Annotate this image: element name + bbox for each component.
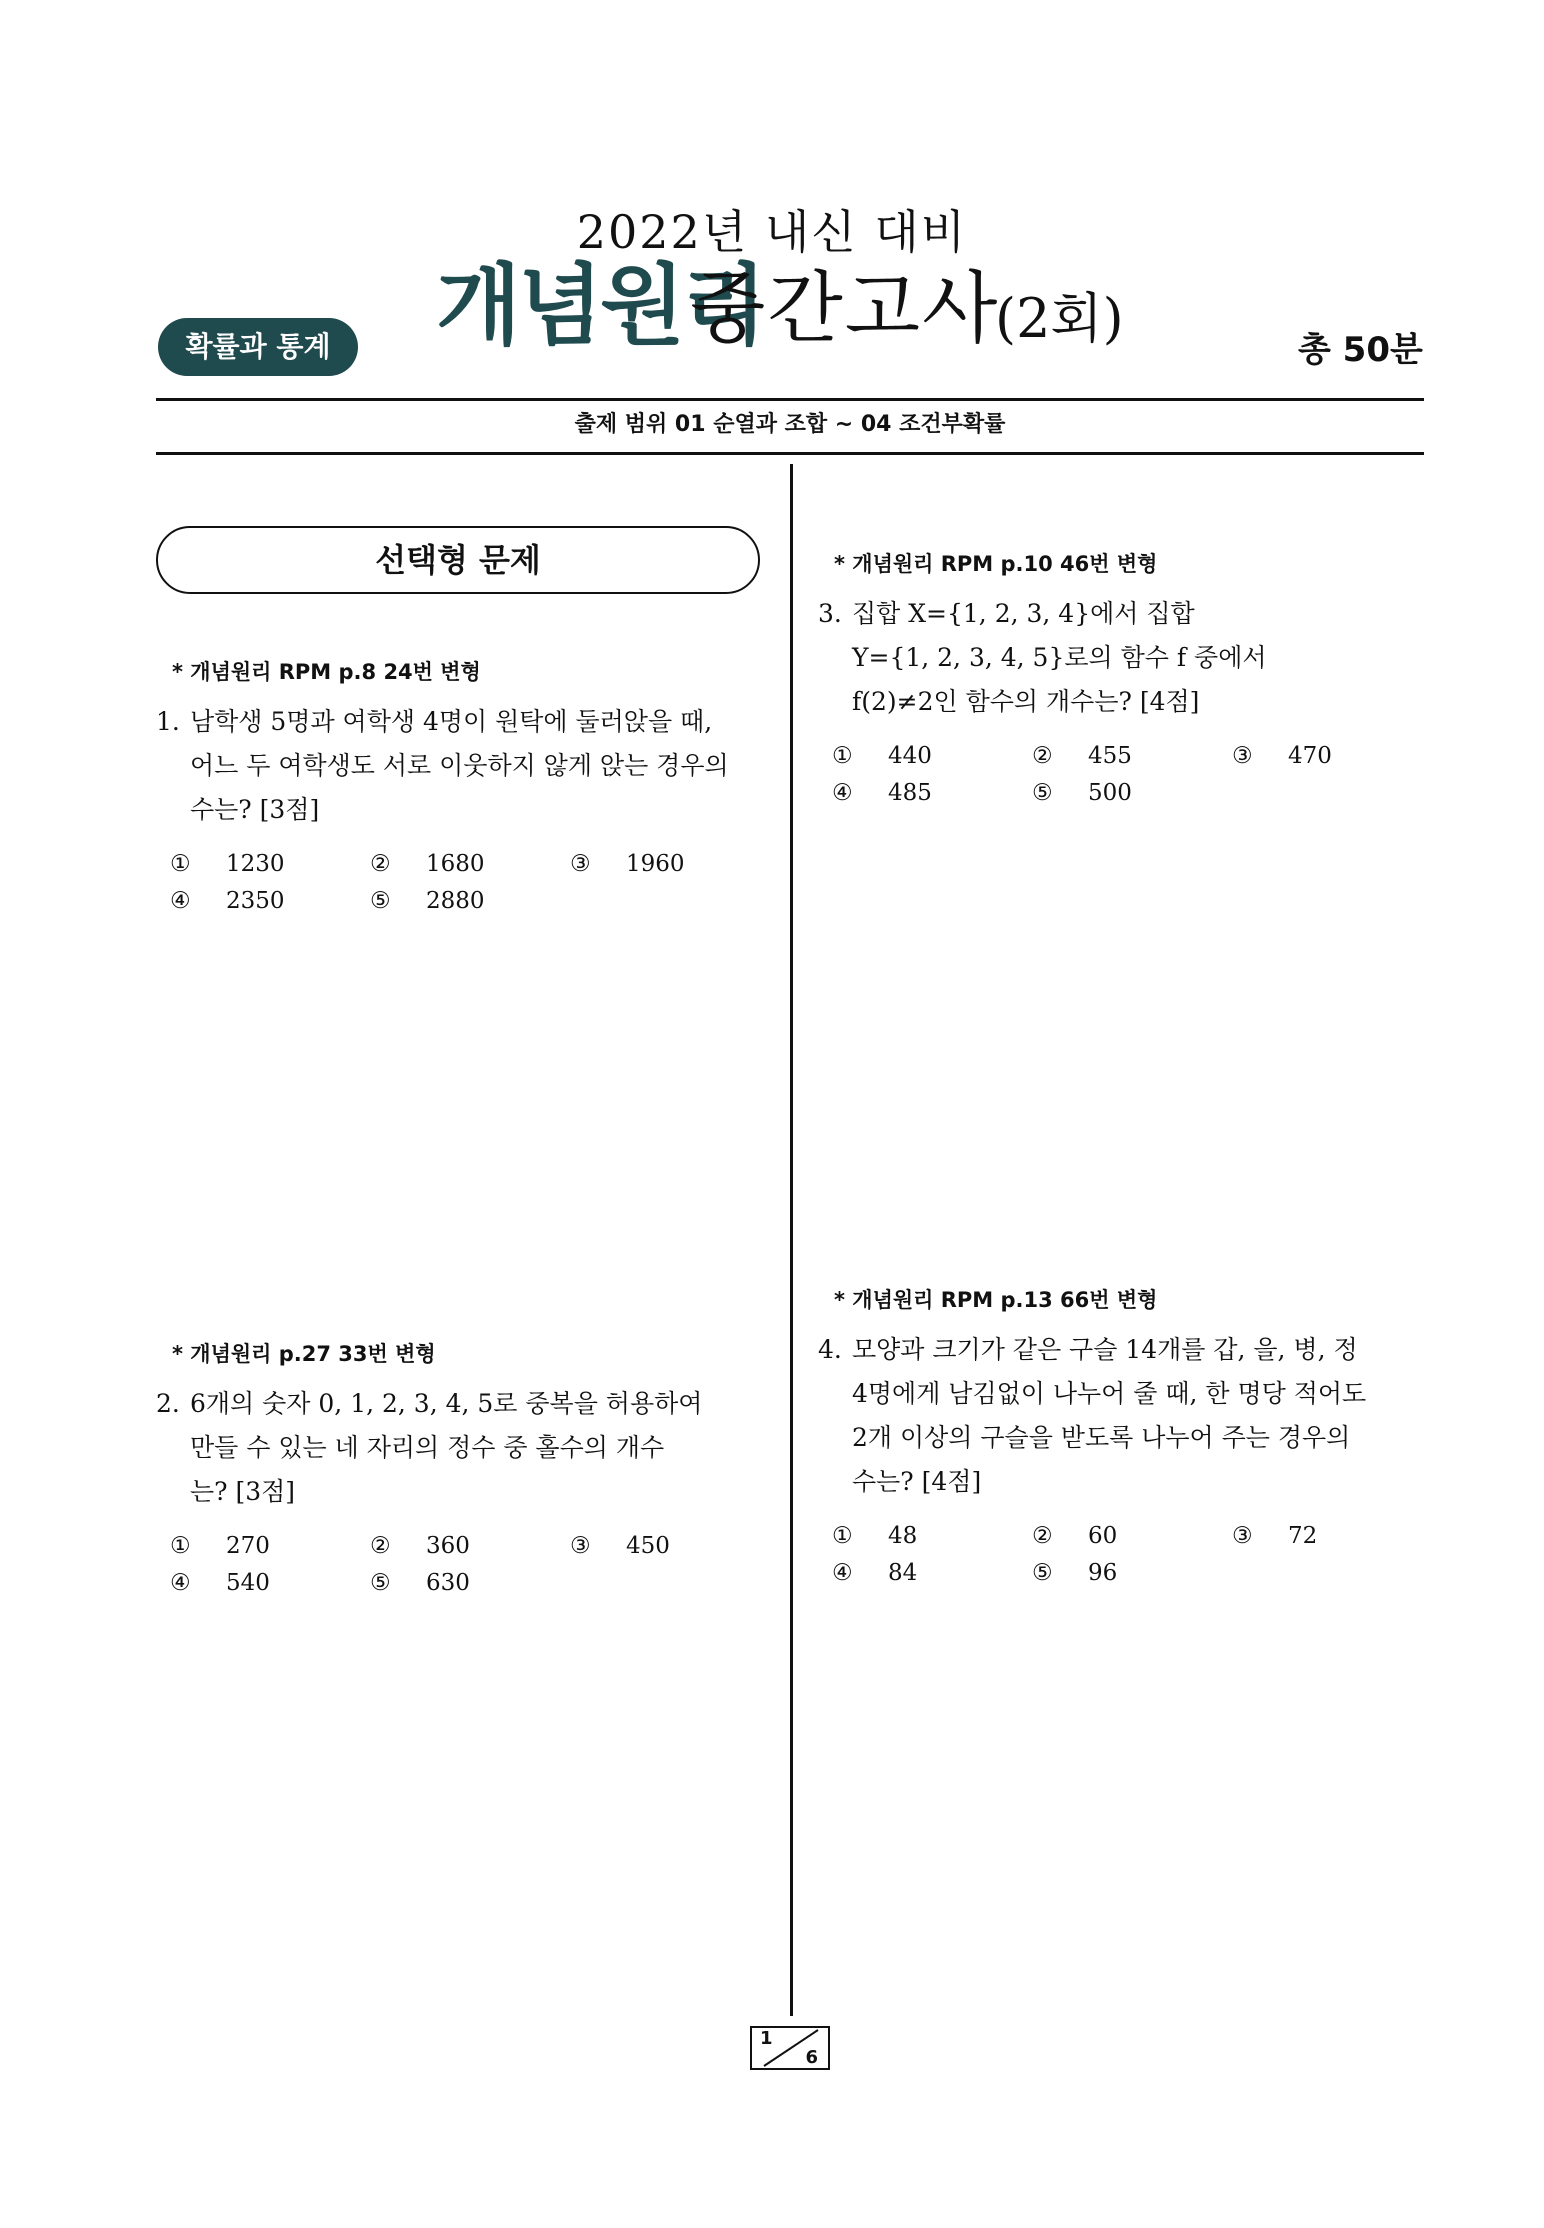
choice-5[interactable]: ⑤ 500 bbox=[1032, 780, 1132, 806]
choice-4[interactable]: ④ 84 bbox=[832, 1560, 918, 1586]
choice-1[interactable]: ① 270 bbox=[170, 1533, 270, 1559]
choice-3[interactable]: ③ 450 bbox=[570, 1533, 670, 1559]
choice-2[interactable]: ② 360 bbox=[370, 1533, 470, 1559]
answer-choices bbox=[156, 846, 756, 920]
choice-1[interactable]: ① 48 bbox=[832, 1523, 918, 1549]
brand-logo-text: 개념원리 bbox=[436, 254, 765, 357]
stem-line: 집합 X={1, 2, 3, 4}에서 집합 bbox=[852, 599, 1195, 628]
question-source: * 개념원리 RPM p.10 46번 변형 bbox=[834, 552, 1158, 576]
stem-line: 4명에게 남김없이 나누어 줄 때, 한 명당 적어도 bbox=[852, 1379, 1367, 1408]
stem-line: 6개의 숫자 0, 1, 2, 3, 4, 5로 중복을 허용하여 bbox=[190, 1389, 703, 1418]
choice-5[interactable]: ⑤ 96 bbox=[1032, 1560, 1118, 1586]
exam-subtitle: 2022년 내신 대비 bbox=[576, 205, 968, 259]
page-current: 1 bbox=[760, 2028, 773, 2049]
choice-2[interactable]: ② 60 bbox=[1032, 1523, 1118, 1549]
answer-choices bbox=[818, 738, 1418, 812]
question-2 bbox=[156, 1338, 756, 1602]
stem-line: f(2)≠2인 함수의 개수는? [4점] bbox=[852, 687, 1200, 716]
choice-1[interactable]: ① 440 bbox=[832, 743, 932, 769]
column-divider bbox=[790, 464, 793, 2016]
question-source: * 개념원리 p.27 33번 변형 bbox=[172, 1342, 436, 1366]
answer-choices bbox=[818, 1518, 1418, 1592]
question-number: 2. bbox=[156, 1389, 180, 1418]
question-number: 3. bbox=[818, 599, 842, 628]
header-rule-bottom bbox=[156, 452, 1424, 455]
stem-line: 2개 이상의 구슬을 받도록 나누어 주는 경우의 bbox=[852, 1423, 1351, 1452]
stem-line: 수는? [4점] bbox=[852, 1467, 982, 1496]
choice-3[interactable]: ③ 72 bbox=[1232, 1523, 1318, 1549]
header-rule-top bbox=[156, 398, 1424, 401]
stem-line: 만들 수 있는 네 자리의 정수 중 홀수의 개수 bbox=[190, 1433, 665, 1462]
total-time: 총 50분 bbox=[1298, 330, 1423, 370]
question-4 bbox=[818, 1284, 1418, 1592]
choice-4[interactable]: ④ 485 bbox=[832, 780, 932, 806]
question-stem bbox=[156, 700, 756, 832]
question-source: * 개념원리 RPM p.8 24번 변형 bbox=[172, 660, 481, 684]
exam-title: 중간고사 bbox=[690, 264, 1000, 354]
question-number: 4. bbox=[818, 1335, 842, 1364]
question-3 bbox=[818, 548, 1418, 812]
choice-4[interactable]: ④ 2350 bbox=[170, 888, 285, 914]
page-total: 6 bbox=[805, 2047, 818, 2068]
choice-3[interactable]: ③ 1960 bbox=[570, 851, 685, 877]
section-title: 선택형 문제 bbox=[156, 526, 760, 594]
stem-line: 모양과 크기가 같은 구슬 14개를 갑, 을, 병, 정 bbox=[852, 1335, 1358, 1364]
exam-scope: 출제 범위 01 순열과 조합 ~ 04 조건부확률 bbox=[574, 412, 1006, 437]
stem-line: 어느 두 여학생도 서로 이웃하지 않게 앉는 경우의 bbox=[190, 751, 729, 780]
question-stem bbox=[818, 592, 1418, 724]
stem-line: 는? [3점] bbox=[190, 1477, 296, 1506]
stem-line: 남학생 5명과 여학생 4명이 원탁에 둘러앉을 때, bbox=[190, 707, 713, 736]
question-1 bbox=[156, 656, 756, 920]
choice-3[interactable]: ③ 470 bbox=[1232, 743, 1332, 769]
choice-4[interactable]: ④ 540 bbox=[170, 1570, 270, 1596]
choice-5[interactable]: ⑤ 630 bbox=[370, 1570, 470, 1596]
stem-line: Y={1, 2, 3, 4, 5}로의 함수 f 중에서 bbox=[852, 643, 1267, 672]
choice-2[interactable]: ② 1680 bbox=[370, 851, 485, 877]
page-indicator bbox=[750, 2026, 830, 2070]
stem-line: 수는? [3점] bbox=[190, 795, 320, 824]
choice-2[interactable]: ② 455 bbox=[1032, 743, 1132, 769]
answer-choices bbox=[156, 1528, 756, 1602]
choice-1[interactable]: ① 1230 bbox=[170, 851, 285, 877]
choice-5[interactable]: ⑤ 2880 bbox=[370, 888, 485, 914]
question-stem bbox=[818, 1328, 1418, 1504]
exam-round: (2회) bbox=[995, 287, 1124, 350]
question-source: * 개념원리 RPM p.13 66번 변형 bbox=[834, 1288, 1158, 1312]
question-number: 1. bbox=[156, 707, 180, 736]
question-stem bbox=[156, 1382, 756, 1514]
subject-badge: 확률과 통계 bbox=[158, 318, 358, 376]
